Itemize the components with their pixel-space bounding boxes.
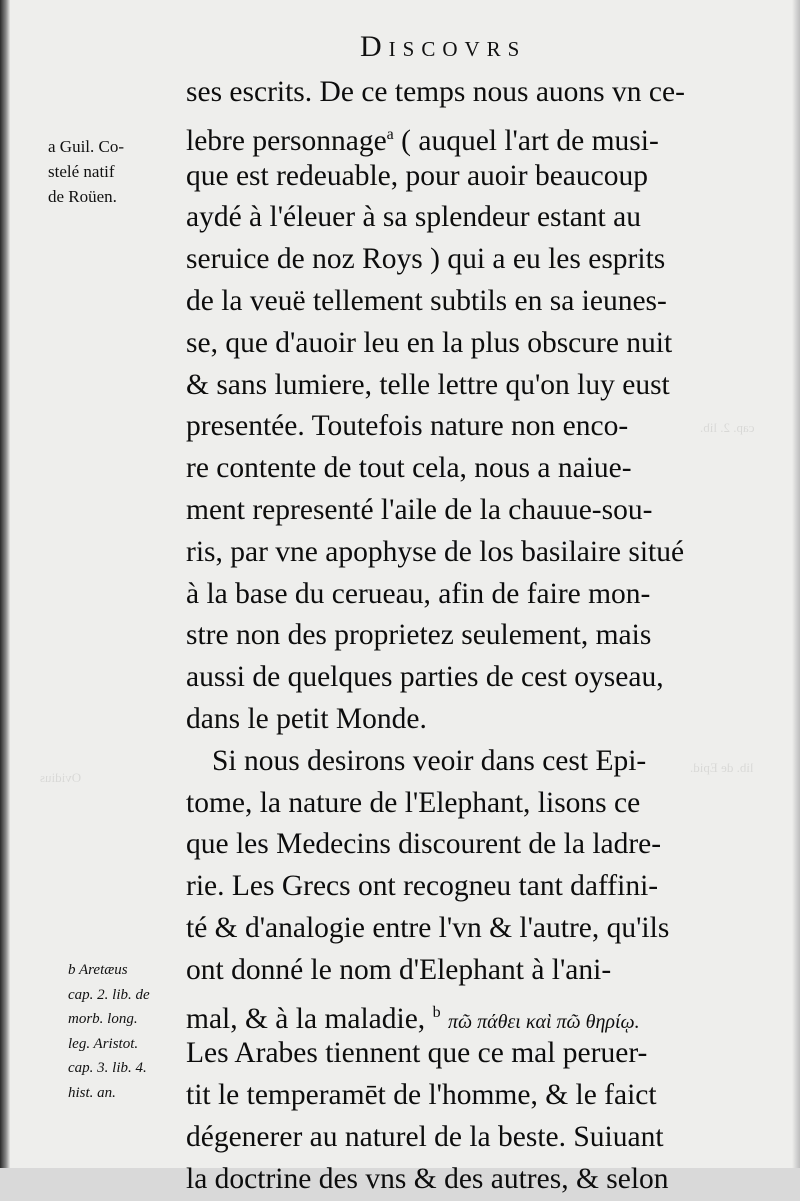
page-gutter-shadow (0, 0, 10, 1168)
greek-quotation: πῶ πάθει καὶ πῶ θηρίῳ. (447, 1010, 640, 1033)
text-line: de la veuë tellement subtils en sa ieunes- (186, 284, 667, 317)
text-line: que est redeuable, pour auoir beaucoup (186, 159, 648, 192)
marginal-note-b (68, 958, 150, 1105)
bleed-through-text: Ovidius (40, 770, 82, 785)
text-line: dégenerer au naturel de la beste. Suiuant (186, 1120, 664, 1153)
text-line: rie. Les Grecs ont recogneu tant daffini- (186, 870, 659, 903)
text-line: Les Arabes tiennent que ce mal peruer- (186, 1037, 648, 1070)
text-line: ris, par vne apophyse de los basilaire situé (186, 535, 685, 568)
text-line: la doctrine des vns & des autres, & selon (186, 1162, 669, 1195)
text-fragment: mal, & à la maladie, (186, 1002, 426, 1035)
text-line (186, 992, 766, 1034)
text-line: ment representé l'aile de la chauue-sou- (186, 493, 653, 526)
text-line: ses escrits. De ce temps nous auons vn ce- (186, 76, 685, 108)
body-text (186, 72, 766, 1201)
text-line (186, 114, 766, 156)
running-head: Discovrs (360, 30, 527, 63)
text-line: dans le petit Monde. (186, 702, 427, 735)
page-edge (792, 0, 800, 1168)
note-line: a Guil. Co- (48, 137, 125, 156)
text-line: à la base du cerueau, afin de faire mon- (186, 577, 651, 610)
note-line: b Aretæus (68, 962, 128, 978)
text-fragment: lebre personnage (186, 124, 387, 157)
note-line: hist. an. (68, 1084, 116, 1101)
note-line: morb. long. (68, 1011, 138, 1027)
text-line: que les Medecins discourent de la ladre- (186, 828, 662, 861)
marginal-note-a (48, 134, 124, 209)
text-line: ont donné le nom d'Elephant à l'ani- (186, 953, 612, 986)
bleed-through-text: lib. de Epid. (690, 760, 754, 775)
text-line: seruice de noz Roys ) qui a eu les esprits (186, 243, 666, 276)
note-line: stelé natif (48, 162, 115, 181)
text-line: aydé à l'éleuer à sa splendeur estant au (186, 201, 641, 234)
text-line: se, que d'auoir leu en la plus obscure nuit (186, 326, 673, 359)
note-line: cap. 3. lib. 4. (68, 1060, 147, 1076)
text-line: & sans lumiere, telle lettre qu'on luy eust (186, 368, 670, 401)
note-line: cap. 2. lib. de (68, 986, 150, 1003)
footnote-marker-b: b (432, 1003, 441, 1021)
text-line: stre non des proprietez seulement, mais (186, 619, 652, 652)
bleed-through-text: cap. 2. lib. (700, 420, 755, 435)
footnote-marker-a: a (386, 125, 394, 143)
text-line: tome, la nature de l'Elephant, lisons ce (186, 786, 641, 819)
note-line: leg. Aristot. (68, 1035, 139, 1052)
text-line: té & d'analogie entre l'vn & l'autre, qu'ils (186, 911, 670, 944)
text-line: Si nous desirons veoir dans cest Epi- (212, 744, 647, 777)
text-line: re contente de tout cela, nous a naiue- (186, 452, 632, 485)
note-line: de Roüen. (48, 187, 117, 206)
text-line: presentée. Toutefois nature non enco- (186, 410, 629, 443)
text-fragment: ( auquel l'art de musi- (401, 124, 659, 157)
text-line: tit le temperamēt de l'homme, & le faict (186, 1079, 657, 1112)
text-line: aussi de quelques parties de cest oyseau, (186, 661, 664, 694)
